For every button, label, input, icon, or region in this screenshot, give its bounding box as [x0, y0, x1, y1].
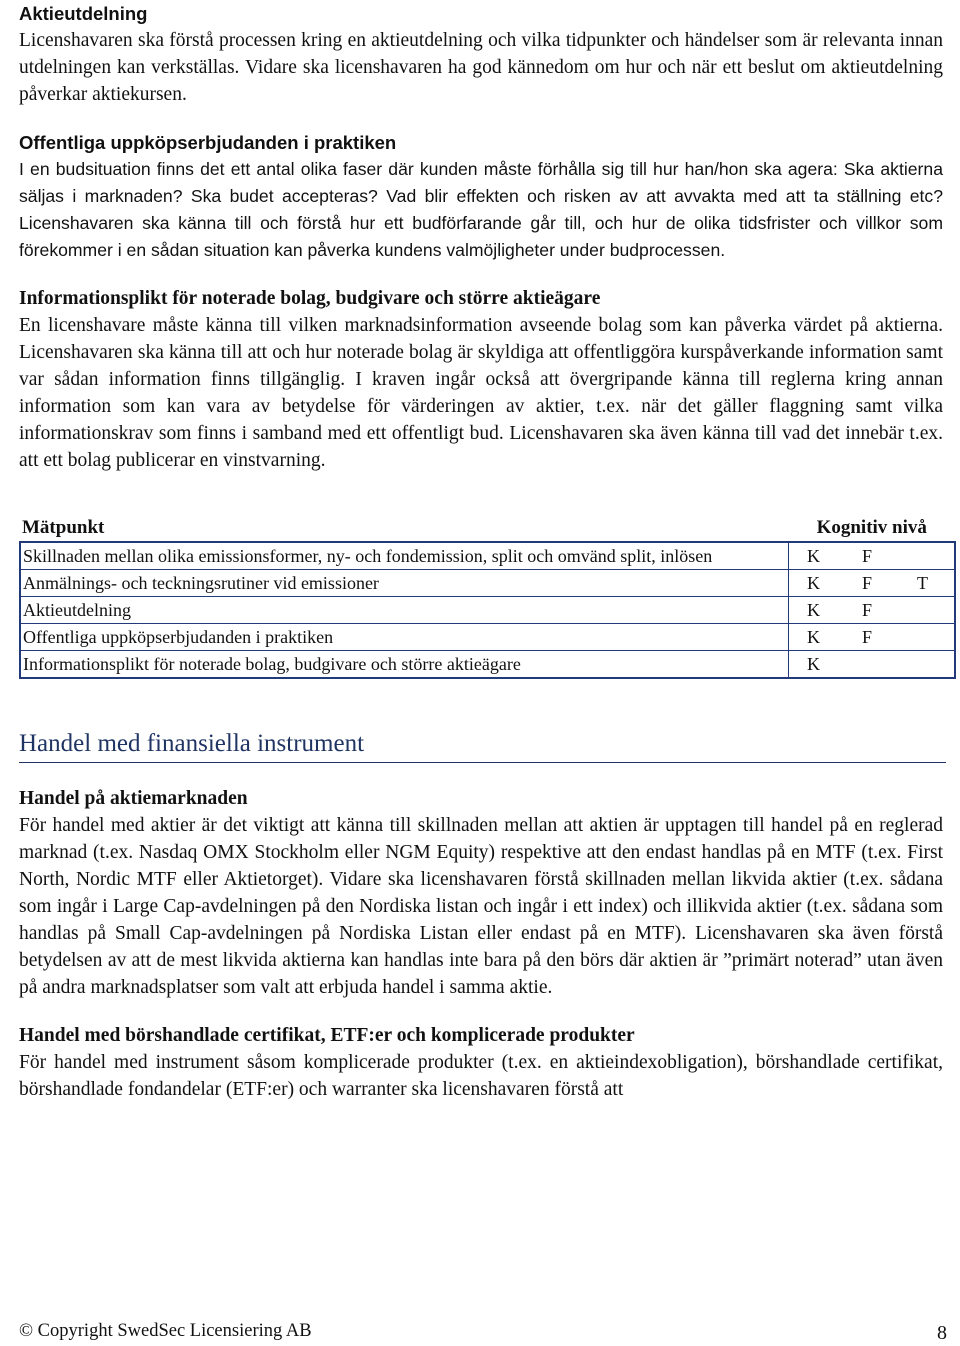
level-cell: F [862, 546, 873, 566]
table-row [20, 542, 955, 570]
level-cell [844, 651, 899, 679]
table-row [20, 597, 955, 624]
heading-informationsplikt: Informationsplikt för noterade bolag, budgivare och större aktieägare [19, 288, 601, 309]
level-cell: K [807, 573, 820, 593]
heading-aktieutdelning: Aktieutdelning [19, 3, 148, 24]
paragraph-handel-certifikat: För handel med instrument såsom komplicerade produkter (t.ex. en aktieindexobligation), börshandlade certifikat, börshandlade fondandelar (ETF:er) och warranter ska licenshavaren förstå att [19, 1052, 943, 1100]
level-cell: K [807, 654, 820, 674]
row-description: Skillnaden mellan olika emissionsformer, ny- och fondemission, split och omvänd split, inlösen [20, 542, 789, 570]
level-cell: F [862, 573, 873, 593]
row-description: Anmälnings- och teckningsrutiner vid emissioner [20, 570, 789, 597]
level-cell [899, 542, 955, 570]
level-cell: K [807, 627, 820, 647]
level-cell: F [862, 600, 873, 620]
row-description: Aktieutdelning [20, 597, 789, 624]
paragraph-aktieutdelning: Licenshavaren ska förstå processen kring en aktieutdelning och vilka tidpunkter och händelser som är relevanta innan utdelningen kan verkställas. Vidare ska licenshavaren ha god kännedom om hur och när ett beslut om aktieutdelning påverkar aktiekursen. [19, 30, 943, 105]
table-row [20, 624, 955, 651]
level-cell [899, 651, 955, 679]
kognitiv-niva-header: Kognitiv nivå [816, 517, 927, 538]
paragraph-offentliga-uppkopserbjudanden: I en budsituation finns det ett antal olika faser där kunden måste förhålla sig till hur han/hon ska agera: Ska aktierna säljas i marknaden? Ska budet accepteras? Vad blir effekten och risken av att avvakta med att ta ställning etc? Licenshavaren ska känna till och förstå hur ett budförfarande går till, och hur de olika tidsfrister och villkor som förekommer i en sådan situation kan påverka kundens valmöjligheter under budprocessen. [19, 159, 943, 260]
page-number: 8 [937, 1322, 947, 1344]
level-cell: K [807, 600, 820, 620]
table-row [20, 651, 955, 679]
level-cell [899, 624, 955, 651]
row-description: Offentliga uppköpserbjudanden i praktiken [20, 624, 789, 651]
matpunkt-header: Mätpunkt [22, 517, 105, 538]
table-row [20, 570, 955, 597]
matpunkt-table-header [20, 515, 955, 542]
paragraph-handel-aktiemarknaden: För handel med aktier är det viktigt att känna till skillnaden mellan att aktien är upptagen till handel på en reglerad marknad (t.ex. Nasdaq OMX Stockholm eller NGM Equity) respektive att den endast handlas på en MTF (t.ex. First North, Nordic MTF eller Aktietorget). Vidare ska licenshavaren förstå skillnaden mellan likvida aktier (t.ex. sådana som ingår i Large Cap-avdelningen på den Nordiska listan och ingår i ett index) och illikvida aktier (t.ex. sådana som handlas på Small Cap-avdelningen på Nordiska Listan eller endast på en MTF). Licenshavaren ska även förstå betydelsen av att de mest likvida aktierna kan handlas inte bara på den börs där aktien är ”primärt noterad” utan även på andra marknadsplatser som valt att erbjuda handel i samma aktie. [19, 815, 943, 998]
page-footer [19, 1318, 947, 1344]
level-cell: T [899, 570, 955, 597]
row-description: Informationsplikt för noterade bolag, budgivare och större aktieägare [20, 651, 789, 679]
copyright-text: © Copyright SwedSec Licensiering AB [19, 1321, 312, 1341]
heading-handel-aktiemarknaden: Handel på aktiemarknaden [19, 788, 248, 809]
paragraph-informationsplikt: En licenshavare måste känna till vilken marknadsinformation avseende bolag som kan påverka värdet på aktierna. Licenshavaren ska känna till att och hur noterade bolag är skyldiga att offentliggöra kurspåverkande information samt var sådan information finns tillgänglig. I kraven ingår också att övergripande känna till reglerna kring annan information som kan vara av betydelse för värderingen av aktier, t.ex. när det gäller flaggning samt vilka informationskrav som finns i samband med ett offentligt bud. Licenshavaren ska även känna till vad det innebär t.ex. att ett bolag publicerar en vinstvarning. [19, 315, 943, 471]
heading-handel-certifikat: Handel med börshandlade certifikat, ETF:er och komplicerade produkter [19, 1025, 635, 1046]
section-title-handel: Handel med finansiella instrument [19, 727, 946, 763]
level-cell [899, 597, 955, 624]
level-cell: F [862, 627, 873, 647]
level-cell: K [807, 546, 820, 566]
document-page [19, 0, 943, 1103]
heading-offentliga-uppkopserbjudanden: Offentliga uppköpserbjudanden i praktiken [19, 132, 397, 153]
matpunkt-table [19, 515, 956, 679]
